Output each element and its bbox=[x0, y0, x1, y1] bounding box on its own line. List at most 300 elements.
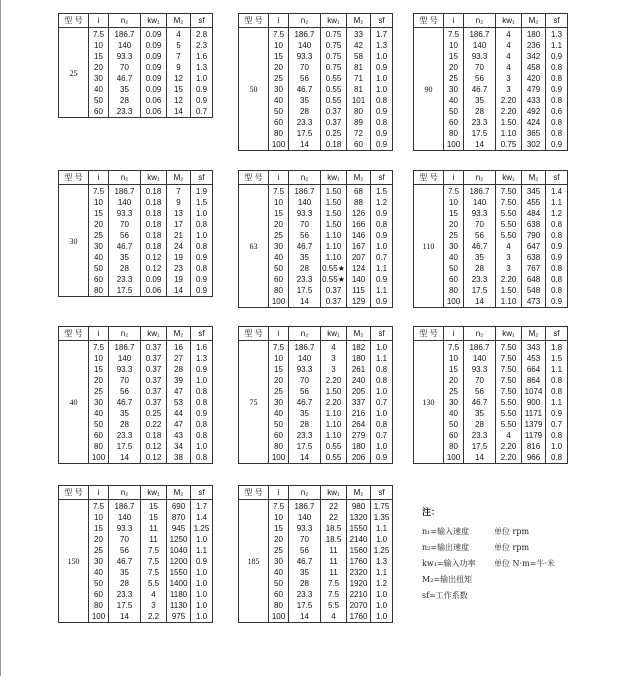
cell-m2: 9 bbox=[167, 197, 191, 208]
cell-i: 30 bbox=[444, 84, 464, 95]
cell-sf: 1.1 bbox=[546, 397, 568, 408]
cell-kw1: 0.55★ bbox=[322, 264, 345, 273]
cell-m2: 88 bbox=[347, 197, 371, 208]
cell-sf: 1.0 bbox=[546, 441, 568, 452]
cell-sf: 0.8 bbox=[546, 430, 568, 441]
cell-sf: 0.8 bbox=[546, 285, 568, 296]
header-m2: M₂ bbox=[522, 171, 546, 185]
cell-i: 60 bbox=[89, 430, 109, 441]
cell-m2: 28 bbox=[167, 364, 191, 375]
cell-kw1: 0.18 bbox=[321, 139, 347, 151]
model-cell: 110 bbox=[414, 185, 444, 308]
cell-n2: 186.7 bbox=[464, 185, 496, 198]
cell-kw1: 4 bbox=[496, 241, 522, 252]
cell-sf: 0.9 bbox=[371, 208, 393, 219]
cell-m2: 455 bbox=[522, 197, 546, 208]
header-m2: M₂ bbox=[522, 327, 546, 341]
cell-sf: 0.9 bbox=[546, 84, 568, 95]
cell-sf: 1.5 bbox=[371, 185, 393, 198]
cell-m2: 900 bbox=[522, 397, 546, 408]
cell-kw1: 0.37 bbox=[141, 375, 167, 386]
cell-kw1: 1.50 bbox=[321, 208, 347, 219]
cell-m2: 342 bbox=[522, 51, 546, 62]
cell-i: 30 bbox=[89, 73, 109, 84]
cell-i: 40 bbox=[269, 567, 289, 578]
cell-m2: 19 bbox=[167, 252, 191, 263]
header-sf: sf bbox=[371, 14, 393, 28]
cell-sf: 0.9 bbox=[546, 252, 568, 263]
cell-i: 50 bbox=[269, 106, 289, 117]
cell-m2: 38 bbox=[167, 452, 191, 464]
cell-n2: 46.7 bbox=[109, 556, 141, 567]
cell-sf: 0.9 bbox=[191, 252, 213, 263]
cell-n2: 35 bbox=[464, 252, 496, 263]
cell-m2: 1250 bbox=[167, 534, 191, 545]
cell-i: 40 bbox=[444, 252, 464, 263]
cell-n2: 46.7 bbox=[289, 556, 321, 567]
cell-sf: 0.9 bbox=[546, 51, 568, 62]
cell-n2: 56 bbox=[109, 386, 141, 397]
cell-kw1: 0.25 bbox=[141, 408, 167, 419]
cell-sf: 1.1 bbox=[371, 353, 393, 364]
cell-m2: 7 bbox=[167, 51, 191, 62]
cell-kw1: 1.50 bbox=[321, 386, 347, 397]
cell-m2: 27 bbox=[167, 353, 191, 364]
cell-i: 100 bbox=[89, 611, 109, 623]
cell-n2: 140 bbox=[464, 353, 496, 364]
cell-sf: 0.9 bbox=[371, 62, 393, 73]
cell-sf: 1.0 bbox=[371, 84, 393, 95]
cell-n2: 28 bbox=[289, 419, 321, 430]
cell-n2: 28 bbox=[464, 106, 496, 117]
cell-m2: 1130 bbox=[167, 600, 191, 611]
cell-kw1: 7.5 bbox=[321, 589, 347, 600]
cell-kw1: 0.18 bbox=[141, 197, 167, 208]
cell-i: 30 bbox=[89, 397, 109, 408]
spec-table-185 bbox=[238, 485, 393, 623]
cell-kw1: 0.37 bbox=[321, 106, 347, 117]
cell-kw1: 1.10 bbox=[321, 408, 347, 419]
cell-sf: 0.9 bbox=[371, 139, 393, 151]
cell-n2: 14 bbox=[464, 452, 496, 464]
table-row bbox=[239, 500, 393, 513]
cell-n2: 186.7 bbox=[109, 185, 141, 198]
cell-i: 15 bbox=[444, 51, 464, 62]
cell-kw1: 3 bbox=[141, 600, 167, 611]
cell-m2: 479 bbox=[522, 84, 546, 95]
cell-sf: 1.9 bbox=[191, 185, 213, 198]
cell-kw1: 7.5 bbox=[321, 578, 347, 589]
cell-n2: 28 bbox=[109, 263, 141, 274]
cell-m2: 864 bbox=[522, 375, 546, 386]
cell-i: 20 bbox=[444, 219, 464, 230]
cell-n2: 28 bbox=[109, 95, 141, 106]
model-cell: 30 bbox=[59, 185, 89, 297]
cell-n2: 28 bbox=[109, 419, 141, 430]
cell-m2: 1320 bbox=[347, 512, 371, 523]
cell-kw1: 7.5 bbox=[141, 567, 167, 578]
cell-sf: 0.9 bbox=[371, 106, 393, 117]
cell-m2: 4 bbox=[167, 28, 191, 41]
cell-n2: 93.3 bbox=[464, 51, 496, 62]
cell-sf: 1.35 bbox=[371, 512, 393, 523]
cell-sf: 0.8 bbox=[191, 397, 213, 408]
spec-table-90 bbox=[413, 13, 568, 151]
cell-i: 15 bbox=[269, 523, 289, 534]
cell-i: 60 bbox=[269, 117, 289, 128]
cell-sf: 1.0 bbox=[371, 600, 393, 611]
header-sf: sf bbox=[191, 171, 213, 185]
cell-i: 20 bbox=[444, 62, 464, 73]
cell-m2: 14 bbox=[167, 285, 191, 297]
cell-m2: 166 bbox=[347, 219, 371, 230]
cell-i: 60 bbox=[269, 274, 289, 285]
cell-i: 50 bbox=[444, 106, 464, 117]
cell-i: 100 bbox=[444, 296, 464, 308]
header-n2: n₂ bbox=[289, 486, 321, 500]
cell-i: 80 bbox=[89, 600, 109, 611]
cell-kw1: 2.20 bbox=[496, 441, 522, 452]
cell-i: 80 bbox=[444, 441, 464, 452]
cell-m2: 453 bbox=[522, 353, 546, 364]
cell-sf: 1.1 bbox=[546, 197, 568, 208]
table-row bbox=[59, 341, 213, 354]
cell-m2: 43 bbox=[167, 430, 191, 441]
cell-sf: 1.0 bbox=[191, 611, 213, 623]
cell-kw1: 3 bbox=[496, 84, 522, 95]
cell-sf: 0.8 bbox=[371, 95, 393, 106]
cell-sf: 0.8 bbox=[191, 241, 213, 252]
header-kw1: kw₁ bbox=[141, 327, 167, 341]
cell-n2: 23.3 bbox=[289, 430, 321, 441]
cell-i: 50 bbox=[89, 419, 109, 430]
cell-sf: 1.1 bbox=[371, 523, 393, 534]
cell-i: 15 bbox=[89, 364, 109, 375]
header-type: 型 号 bbox=[59, 327, 89, 341]
cell-i: 10 bbox=[269, 512, 289, 523]
cell-m2: 420 bbox=[522, 73, 546, 84]
cell-n2: 93.3 bbox=[464, 364, 496, 375]
cell-i: 60 bbox=[444, 274, 464, 285]
cell-i: 10 bbox=[444, 40, 464, 51]
cell-n2: 70 bbox=[109, 62, 141, 73]
header-type: 型 号 bbox=[239, 486, 269, 500]
header-kw1: kw₁ bbox=[321, 14, 347, 28]
cell-m2: 15 bbox=[167, 84, 191, 95]
cell-sf: 0.8 bbox=[546, 73, 568, 84]
cell-kw1: 5.50 bbox=[496, 230, 522, 241]
header-n2: n₂ bbox=[464, 14, 496, 28]
cell-sf: 0.8 bbox=[546, 375, 568, 386]
note-term: kw₁=输入功率 bbox=[422, 559, 476, 568]
cell-m2: 9 bbox=[167, 62, 191, 73]
cell-i: 7.5 bbox=[269, 185, 289, 198]
cell-kw1: 3 bbox=[496, 263, 522, 274]
note-unit bbox=[494, 588, 604, 604]
cell-i: 100 bbox=[444, 452, 464, 464]
cell-kw1: 1.10 bbox=[321, 241, 347, 252]
header-sf: sf bbox=[546, 327, 568, 341]
header-kw1: kw₁ bbox=[141, 14, 167, 28]
cell-kw1: 2.20 bbox=[496, 106, 522, 117]
cell-n2: 28 bbox=[289, 578, 321, 589]
cell-kw1: 0.09 bbox=[141, 62, 167, 73]
cell-sf: 0.8 bbox=[546, 452, 568, 464]
cell-m2: 1171 bbox=[522, 408, 546, 419]
cell-kw1: 4 bbox=[321, 611, 347, 623]
cell-n2: 93.3 bbox=[464, 208, 496, 219]
cell-i: 60 bbox=[269, 430, 289, 441]
cell-sf: 0.9 bbox=[191, 408, 213, 419]
table-row bbox=[414, 185, 568, 198]
cell-sf: 1.0 bbox=[371, 386, 393, 397]
header-i: i bbox=[269, 171, 289, 185]
cell-kw1: 0.75 bbox=[321, 62, 347, 73]
cell-i: 30 bbox=[89, 241, 109, 252]
note-item bbox=[422, 556, 604, 572]
header-sf: sf bbox=[191, 327, 213, 341]
header-n2: n₂ bbox=[464, 327, 496, 341]
cell-kw1: 7.50 bbox=[496, 353, 522, 364]
cell-n2: 46.7 bbox=[464, 397, 496, 408]
cell-n2: 46.7 bbox=[464, 84, 496, 95]
cell-i: 20 bbox=[269, 219, 289, 230]
header-m2: M₂ bbox=[347, 486, 371, 500]
cell-sf: 1.0 bbox=[371, 534, 393, 545]
cell-n2: 186.7 bbox=[289, 341, 321, 354]
cell-i: 50 bbox=[89, 263, 109, 274]
cell-sf: 0.8 bbox=[191, 219, 213, 230]
note-unit: 单位 rpm bbox=[494, 543, 530, 552]
cell-kw1: 0.37 bbox=[321, 296, 347, 308]
table-row bbox=[59, 500, 213, 513]
cell-n2: 17.5 bbox=[289, 600, 321, 611]
cell-sf: 2.8 bbox=[191, 28, 213, 41]
cell-sf: 1.7 bbox=[191, 500, 213, 513]
header-kw1: kw₁ bbox=[496, 171, 522, 185]
cell-n2: 23.3 bbox=[109, 274, 141, 285]
header-type: 型 号 bbox=[239, 171, 269, 185]
cell-n2: 140 bbox=[109, 353, 141, 364]
cell-kw1: 5.50 bbox=[496, 219, 522, 230]
cell-n2: 28 bbox=[289, 263, 321, 274]
cell-n2: 93.3 bbox=[289, 523, 321, 534]
note-item bbox=[422, 524, 604, 540]
cell-kw1: 2.20 bbox=[321, 397, 347, 408]
header-i: i bbox=[444, 171, 464, 185]
header-m2: M₂ bbox=[167, 14, 191, 28]
cell-m2: 34 bbox=[167, 441, 191, 452]
cell-kw1: 0.09 bbox=[141, 274, 167, 285]
cell-kw1: 0.09 bbox=[141, 73, 167, 84]
cell-kw1: 4 bbox=[496, 28, 522, 41]
cell-sf: 1.5 bbox=[546, 353, 568, 364]
header-n2: n₂ bbox=[109, 14, 141, 28]
cell-m2: 1560 bbox=[347, 545, 371, 556]
cell-sf: 1.0 bbox=[191, 589, 213, 600]
cell-n2: 70 bbox=[289, 62, 321, 73]
cell-n2: 93.3 bbox=[109, 523, 141, 534]
cell-i: 10 bbox=[444, 353, 464, 364]
cell-i: 10 bbox=[269, 197, 289, 208]
cell-sf: 1.0 bbox=[191, 567, 213, 578]
header-i: i bbox=[444, 327, 464, 341]
cell-m2: 1400 bbox=[167, 578, 191, 589]
spec-table-130 bbox=[413, 326, 568, 464]
cell-i: 7.5 bbox=[444, 185, 464, 198]
cell-sf: 1.0 bbox=[191, 73, 213, 84]
cell-kw1: 0.37 bbox=[141, 397, 167, 408]
cell-i: 60 bbox=[89, 106, 109, 118]
cell-n2: 14 bbox=[109, 611, 141, 623]
cell-i: 40 bbox=[89, 252, 109, 263]
header-i: i bbox=[269, 14, 289, 28]
cell-m2: 433 bbox=[522, 95, 546, 106]
cell-n2: 35 bbox=[289, 252, 321, 263]
cell-kw1: 0.18 bbox=[141, 208, 167, 219]
cell-kw1: 11 bbox=[141, 534, 167, 545]
cell-kw1: 0.12 bbox=[141, 263, 167, 274]
table-row bbox=[239, 28, 393, 41]
notes-list bbox=[422, 524, 604, 604]
cell-kw1: 1.50 bbox=[321, 185, 347, 198]
cell-i: 40 bbox=[89, 567, 109, 578]
cell-kw1: 5.50 bbox=[496, 208, 522, 219]
cell-n2: 93.3 bbox=[109, 51, 141, 62]
cell-n2: 35 bbox=[464, 408, 496, 419]
cell-n2: 140 bbox=[289, 512, 321, 523]
note-unit: 单位 N·m=牛·米 bbox=[494, 559, 555, 568]
cell-m2: 5 bbox=[167, 40, 191, 51]
cell-kw1: 0.55 bbox=[321, 452, 347, 464]
cell-m2: 264 bbox=[347, 419, 371, 430]
header-n2: n₂ bbox=[109, 486, 141, 500]
cell-i: 20 bbox=[444, 375, 464, 386]
cell-kw1: 0.18 bbox=[141, 241, 167, 252]
cell-m2: 966 bbox=[522, 452, 546, 464]
cell-n2: 17.5 bbox=[289, 441, 321, 452]
cell-sf: 1.0 bbox=[191, 600, 213, 611]
cell-i: 25 bbox=[444, 73, 464, 84]
cell-n2: 56 bbox=[289, 73, 321, 84]
header-n2: n₂ bbox=[289, 327, 321, 341]
cell-i: 80 bbox=[269, 441, 289, 452]
cell-sf: 1.2 bbox=[371, 197, 393, 208]
cell-n2: 93.3 bbox=[289, 364, 321, 375]
cell-m2: 648 bbox=[522, 274, 546, 285]
cell-sf: 1.3 bbox=[371, 40, 393, 51]
cell-n2: 70 bbox=[289, 375, 321, 386]
cell-n2: 14 bbox=[289, 296, 321, 308]
cell-m2: 180 bbox=[522, 28, 546, 41]
cell-m2: 205 bbox=[347, 386, 371, 397]
cell-m2: 7 bbox=[167, 185, 191, 198]
cell-m2: 216 bbox=[347, 408, 371, 419]
cell-i: 10 bbox=[444, 197, 464, 208]
table-row bbox=[414, 28, 568, 41]
cell-i: 7.5 bbox=[444, 28, 464, 41]
cell-kw1: 18.5 bbox=[321, 534, 347, 545]
cell-kw1: 1.50 bbox=[321, 219, 347, 230]
cell-n2: 93.3 bbox=[109, 208, 141, 219]
cell-n2: 17.5 bbox=[109, 441, 141, 452]
cell-n2: 46.7 bbox=[289, 241, 321, 252]
cell-n2: 70 bbox=[464, 62, 496, 73]
notes-title: 注： bbox=[422, 508, 441, 518]
header-m2: M₂ bbox=[347, 171, 371, 185]
cell-kw1: 5.50 bbox=[496, 419, 522, 430]
header-kw1: kw₁ bbox=[141, 171, 167, 185]
header-kw1: kw₁ bbox=[141, 486, 167, 500]
note-term: M₂=输出扭矩 bbox=[422, 575, 473, 584]
cell-n2: 28 bbox=[464, 263, 496, 274]
cell-m2: 1200 bbox=[167, 556, 191, 567]
cell-m2: 115 bbox=[347, 285, 371, 296]
cell-n2: 186.7 bbox=[464, 28, 496, 41]
cell-sf: 1.0 bbox=[371, 341, 393, 354]
cell-kw1: 0.25 bbox=[321, 128, 347, 139]
cell-i: 50 bbox=[444, 263, 464, 274]
cell-n2: 17.5 bbox=[109, 285, 141, 297]
cell-m2: 42 bbox=[347, 40, 371, 51]
cell-n2: 93.3 bbox=[289, 51, 321, 62]
header-m2: M₂ bbox=[347, 327, 371, 341]
cell-kw1: 7.50 bbox=[496, 375, 522, 386]
note-unit: 单位 rpm bbox=[494, 527, 530, 536]
cell-kw1: 4 bbox=[496, 51, 522, 62]
cell-m2: 146 bbox=[347, 230, 371, 241]
cell-kw1: 3 bbox=[321, 364, 347, 375]
cell-sf: 0.8 bbox=[371, 364, 393, 375]
cell-n2: 46.7 bbox=[464, 241, 496, 252]
cell-sf: 1.0 bbox=[191, 578, 213, 589]
cell-m2: 261 bbox=[347, 364, 371, 375]
cell-n2: 140 bbox=[109, 197, 141, 208]
cell-m2: 81 bbox=[347, 62, 371, 73]
cell-kw1: 5.5 bbox=[321, 600, 347, 611]
header-n2: n₂ bbox=[109, 171, 141, 185]
cell-sf: 0.8 bbox=[191, 386, 213, 397]
cell-n2: 46.7 bbox=[109, 397, 141, 408]
cell-sf: 1.25 bbox=[191, 523, 213, 534]
cell-m2: 207 bbox=[347, 252, 371, 263]
cell-i: 20 bbox=[89, 534, 109, 545]
cell-kw1: 0.06 bbox=[141, 95, 167, 106]
cell-i: 7.5 bbox=[89, 500, 109, 513]
spec-table-50 bbox=[238, 13, 393, 151]
cell-m2: 945 bbox=[167, 523, 191, 534]
cell-kw1: 0.18 bbox=[141, 430, 167, 441]
cell-sf: 1.1 bbox=[546, 40, 568, 51]
cell-n2: 14 bbox=[289, 452, 321, 464]
cell-m2: 12 bbox=[167, 95, 191, 106]
cell-sf: 1.0 bbox=[191, 534, 213, 545]
cell-i: 7.5 bbox=[269, 28, 289, 41]
cell-sf: 0.9 bbox=[546, 408, 568, 419]
cell-n2: 23.3 bbox=[464, 117, 496, 128]
cell-sf: 0.9 bbox=[371, 230, 393, 241]
header-kw1: kw₁ bbox=[321, 171, 347, 185]
cell-n2: 14 bbox=[289, 611, 321, 623]
cell-m2: 180 bbox=[347, 441, 371, 452]
cell-sf: 1.3 bbox=[546, 28, 568, 41]
cell-n2: 14 bbox=[109, 452, 141, 464]
cell-sf: 0.8 bbox=[546, 128, 568, 139]
cell-n2: 23.3 bbox=[464, 274, 496, 285]
cell-sf: 1.1 bbox=[191, 545, 213, 556]
note-term: n₁=输入速度 bbox=[422, 527, 470, 536]
header-type: 型 号 bbox=[414, 171, 444, 185]
